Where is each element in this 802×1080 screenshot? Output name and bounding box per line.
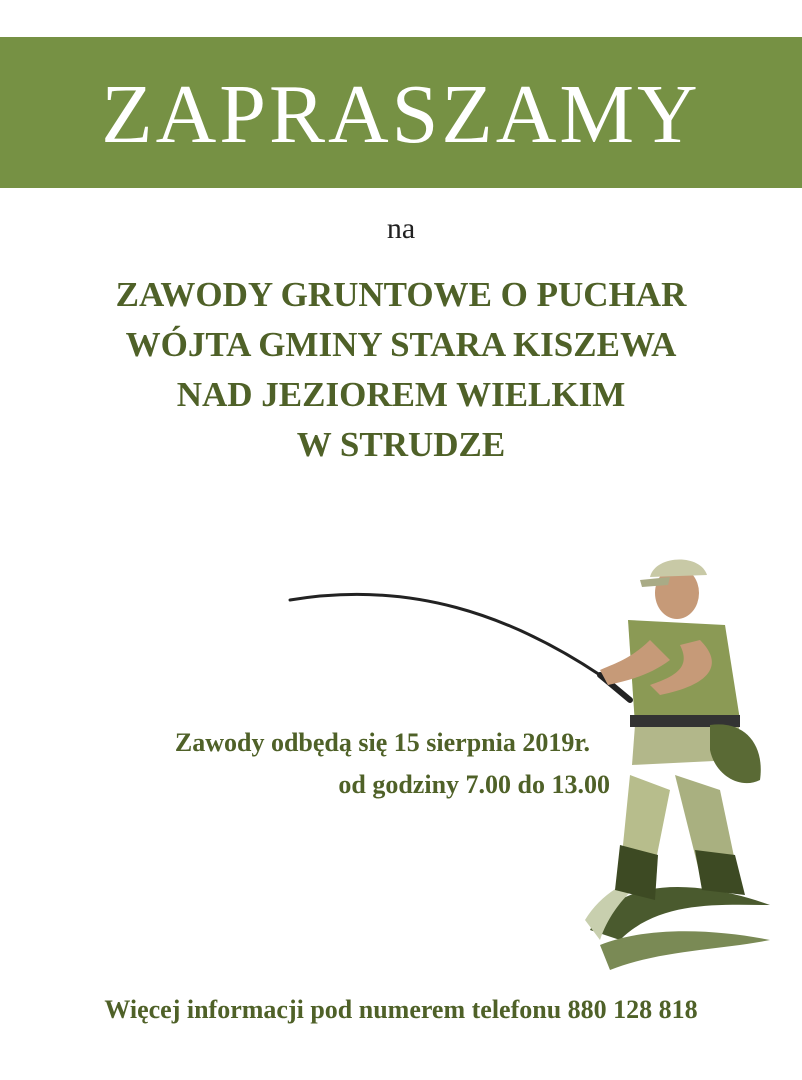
event-date: Zawody odbędą się 15 sierpnia 2019r. [174, 728, 590, 757]
heading-line-3: NAD JEZIOREM WIELKIM [176, 375, 626, 414]
event-heading [0, 270, 802, 470]
heading-line-4: W STRUDZE [296, 425, 506, 464]
event-datetime [0, 722, 610, 806]
intro-word: na [386, 212, 416, 245]
contact-info: Więcej informacji pod numerem telefonu 880 128 818 [104, 995, 698, 1024]
event-time: od godziny 7.00 do 13.00 [338, 770, 610, 799]
heading-line-2: WÓJTA GMINY STARA KISZEWA [125, 325, 677, 364]
banner-title: ZAPRASZAMY [101, 67, 701, 161]
title-banner [0, 37, 802, 188]
heading-line-1: ZAWODY GRUNTOWE O PUCHAR [115, 275, 687, 314]
